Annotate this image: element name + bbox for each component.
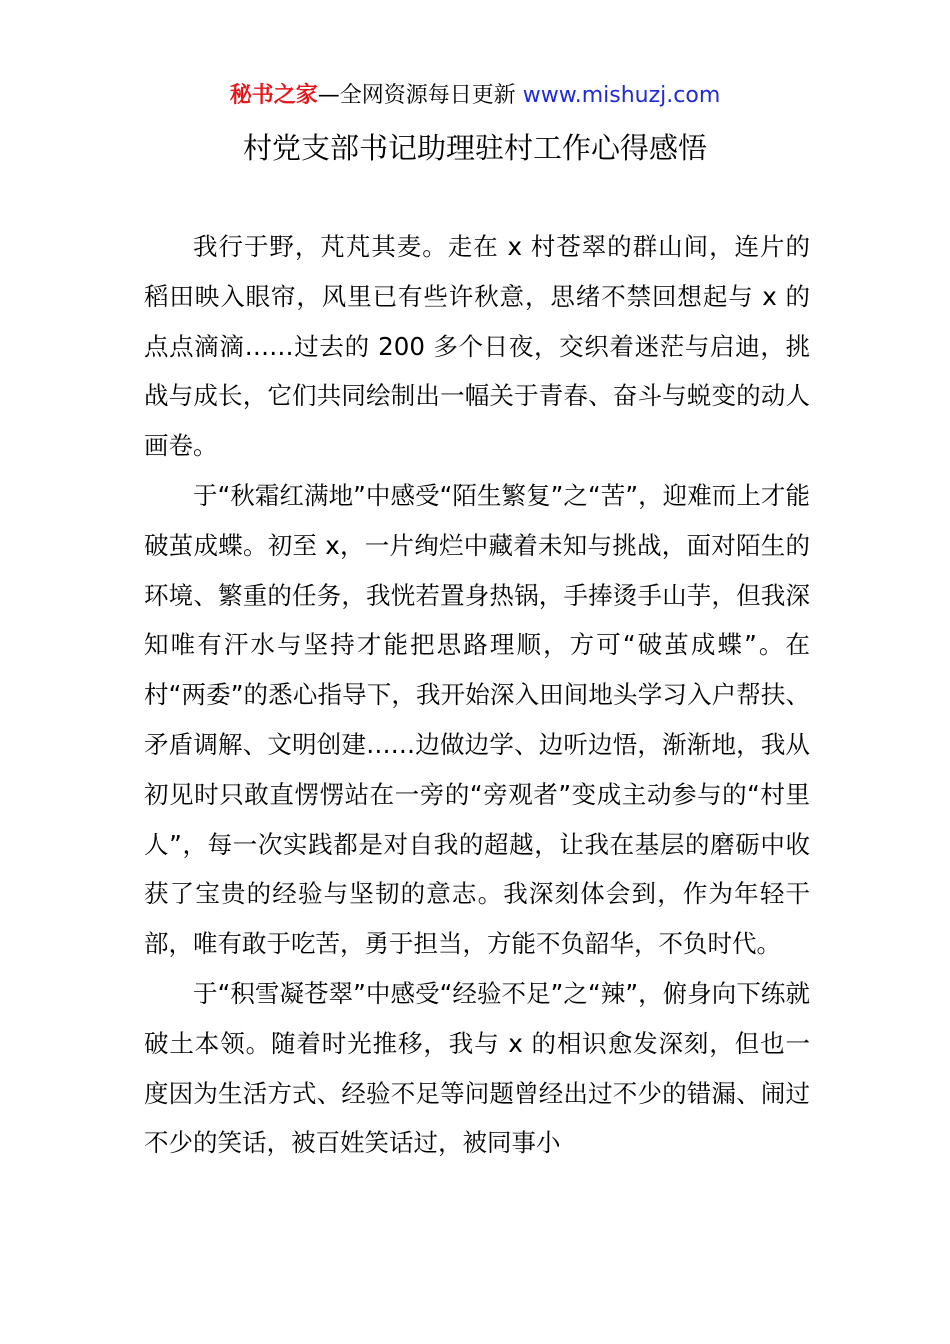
paragraph-1: 我行于野，芃芃其麦。走在 x 村苍翠的群山间，连片的稻田映入眼帘，风里已有些许秋意，思绪不禁回想起与 x 的点点滴滴……过去的 200 多个日夜，交织着迷茫与启迪，挑战与成长，它们共同绘制出一幅关于青春、奋斗与蜕变的动人画卷。: [144, 232, 810, 461]
paragraph-3: 于“积雪凝苍翠”中感受“经验不足”之“辣”，俯身向下练就破土本领。随着时光推移，我与 x 的相识愈发深刻，但也一度因为生活方式、经验不足等问题曾经出过不少的错漏、闹过不少的笑话，被百姓笑话过，被同事小: [144, 978, 810, 1158]
site-url: www.mishuzj.com: [522, 83, 721, 108]
header-slogan: —全网资源每日更新: [317, 83, 516, 108]
site-header: [0, 80, 950, 112]
document-body: [144, 222, 810, 1168]
brand-name: 秘书之家: [229, 83, 318, 108]
document-title: 村党支部书记助理驻村工作心得感悟: [242, 131, 707, 165]
paragraph-2: 于“秋霜红满地”中感受“陌生繁复”之“苦”，迎难而上才能破茧成蝶。初至 x，一片绚烂中藏着未知与挑战，面对陌生的环境、繁重的任务，我恍若置身热锅，手捧烫手山芋，但我深知唯有汗水与坚持才能把思路理顺，方可“破茧成蝶”。在村“两委”的悉心指导下，我开始深入田间地头学习入户帮扶、矛盾调解、文明创建……边做边学、边听边悟，渐渐地，我从初见时只敢直愣愣站在一旁的“旁观者”变成主动参与的“村里人”，每一次实践都是对自我的超越，让我在基层的磨砺中收获了宝贵的经验与坚韧的意志。我深刻体会到，作为年轻干部，唯有敢于吃苦，勇于担当，方能不负韶华，不负时代。: [144, 480, 810, 959]
